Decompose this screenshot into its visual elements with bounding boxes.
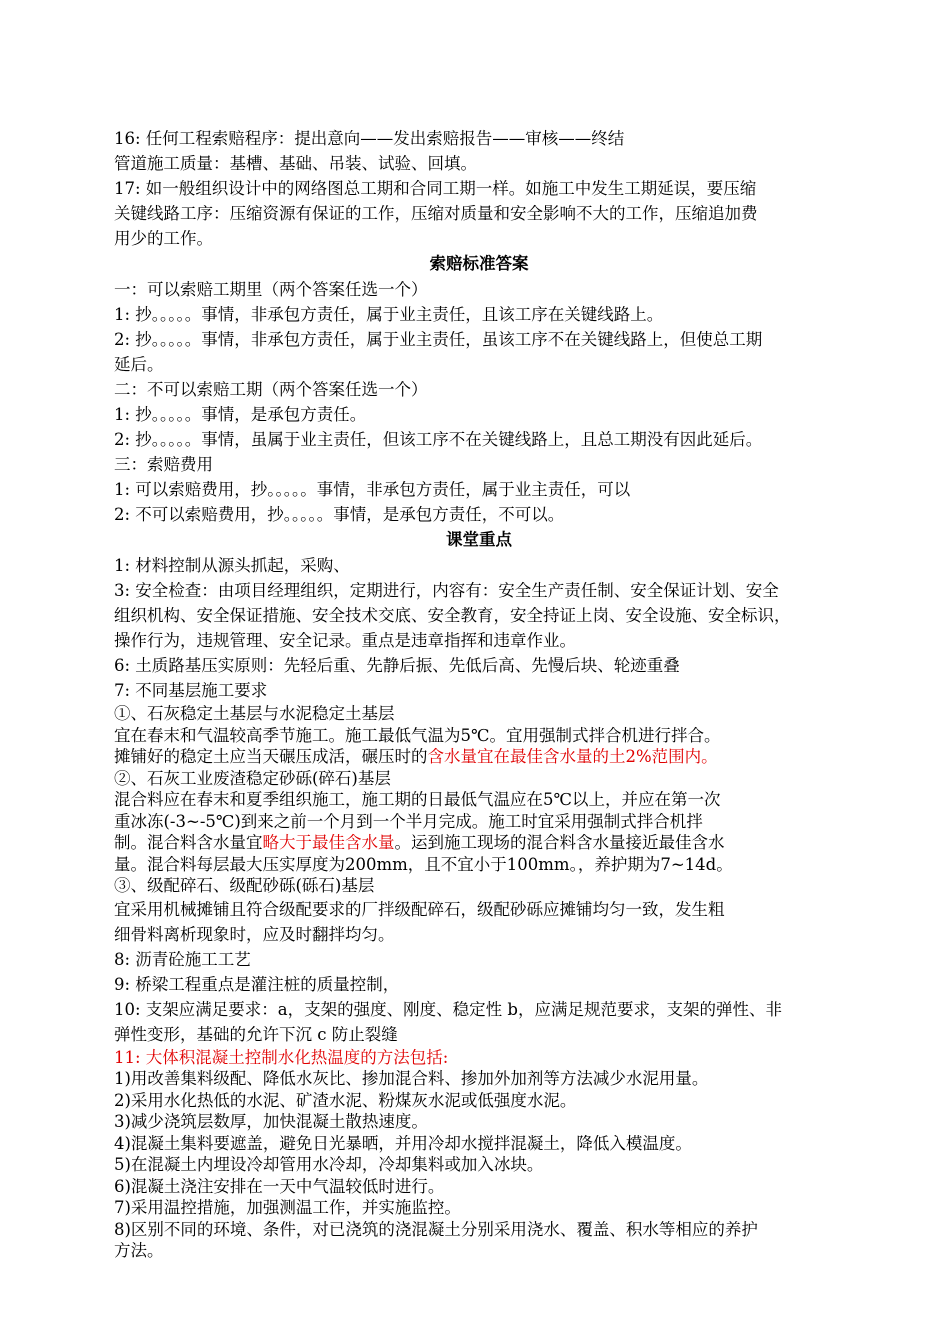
claims-section bbox=[114, 277, 844, 527]
text-line: 1: 材料控制从源头抓起，采购、 bbox=[114, 556, 350, 575]
text-line: 延后。 bbox=[114, 355, 164, 374]
highlighted-text: 含水量宜在最佳含水量的土2%范围内。 bbox=[427, 747, 718, 766]
text-line: 弹性变形，基础的允许下沉 c 防止裂缝 bbox=[114, 1024, 398, 1044]
intro-section bbox=[114, 126, 844, 251]
text-line: 关键线路工序：压缩资源有保证的工作，压缩对质量和安全影响不大的工作，压缩追加费 bbox=[114, 204, 758, 223]
text-line: 10: 支架应满足要求：a，支架的强度、刚度、稳定性 b，应满足规范要求，支架的弹性、非 bbox=[114, 999, 782, 1019]
subsection-11 bbox=[114, 1047, 844, 1262]
text-line: 3)减少浇筑层数厚，加快混凝土散热速度。 bbox=[114, 1112, 428, 1131]
text-line: 5)在混凝土内埋设冷却管用水冷却，冷却集料或加入冰块。 bbox=[114, 1155, 544, 1174]
keypoints-section bbox=[114, 553, 844, 1262]
text-line: 1: 可以索赔费用，抄。。。。。事情，非承包方责任，属于业主责任，可以 bbox=[114, 480, 631, 499]
text-line: 2)采用水化热低的水泥、矿渣水泥、粉煤灰水泥或低强度水泥。 bbox=[114, 1090, 577, 1110]
text-line: 6: 土质路基压实原则：先轻后重、先静后振、先低后高、先慢后块、轮迹重叠 bbox=[114, 656, 680, 675]
text-line: ③、级配碎石、级配砂砾(砾石)基层 bbox=[114, 876, 375, 895]
text-line: 4)混凝土集料要遮盖，避免日光暴晒，并用冷却水搅拌混凝土，降低入模温度。 bbox=[114, 1133, 692, 1153]
text-line: 组织机构、安全保证措施、安全技术交底、安全教育，安全持证上岗、安全设施、安全标识， bbox=[114, 606, 791, 625]
text-line: 1)用改善集料级配、降低水灰比、掺加混合料、掺加外加剂等方法减少水泥用量。 bbox=[114, 1069, 709, 1088]
text-line: 量。混合料每层最大压实厚度为200mm，且不宜小于100mm。，养护期为7~14d。 bbox=[114, 854, 733, 874]
text-line: 细骨料离析现象时，应及时翻拌均匀。 bbox=[114, 924, 395, 944]
text-line: 1: 抄。。。。。事情，是承包方责任。 bbox=[114, 405, 367, 424]
text-span: 制。混合料含水量宜 bbox=[114, 833, 263, 852]
section-heading-claims: 索赔标准答案 bbox=[429, 254, 529, 273]
text-line: 7: 不同基层施工要求 bbox=[114, 681, 268, 700]
text-span: 摊铺好的稳定土应当天碾压成活，碾压时的 bbox=[114, 747, 428, 766]
text-line: 3: 安全检查：由项目经理组织，定期进行，内容有：安全生产责任制、安全保证计划、安全 bbox=[114, 581, 779, 600]
text-line: 9: 桥梁工程重点是灌注桩的质量控制， bbox=[114, 974, 400, 994]
text-line bbox=[114, 746, 844, 768]
text-line: 方法。 bbox=[114, 1241, 164, 1260]
highlighted-text: 略大于最佳含水量 bbox=[262, 833, 395, 852]
text-line: 混合料应在春末和夏季组织施工，施工期的日最低气温应在5℃以上，并应在第一次 bbox=[114, 790, 721, 809]
text-line: 16: 任何工程索赔程序：提出意向——发出索赔报告——审核——终结 bbox=[114, 129, 625, 148]
item-11-title: 11: 大体积混凝土控制水化热温度的方法包括: bbox=[114, 1047, 449, 1067]
section-heading-keypoints: 课堂重点 bbox=[446, 530, 512, 549]
text-line: 17: 如一般组织设计中的网络图总工期和合同工期一样。如施工中发生工期延误，要压缩 bbox=[114, 179, 757, 198]
text-line: 2: 抄。。。。。事情，虽属于业主责任，但该工序不在关键线路上，且总工期没有因此延后。 bbox=[114, 430, 763, 449]
text-line: 重冰冻(-3~-5℃)到来之前一个月到一个半月完成。施工时宜采用强制式拌合机拌 bbox=[114, 811, 703, 831]
text-line: 2: 不可以索赔费用，抄。。。。。事情，是承包方责任，不可以。 bbox=[114, 505, 565, 524]
text-line: 2: 抄。。。。。事情，非承包方责任，属于业主责任，虽该工序不在关键线路上，但使总工期 bbox=[114, 330, 763, 349]
text-line: 管道施工质量：基槽、基础、吊装、试验、回填。 bbox=[114, 154, 477, 173]
text-line: 7)采用温控措施，加强测温工作，并实施监控。 bbox=[114, 1198, 461, 1217]
text-line: 6)混凝土浇注安排在一天中气温较低时进行。 bbox=[114, 1176, 445, 1196]
text-line: ①、石灰稳定土基层与水泥稳定土基层 bbox=[114, 704, 395, 723]
text-line bbox=[114, 832, 844, 854]
text-line: 操作行为，违规管理、安全记录。重点是违章指挥和违章作业。 bbox=[114, 631, 576, 650]
text-line: ②、石灰工业废渣稳定砂砾(碎石)基层 bbox=[114, 768, 391, 788]
text-span: 。运到施工现场的混合料含水量接近最佳含水 bbox=[394, 833, 725, 852]
subsection-7 bbox=[114, 703, 844, 897]
text-line: 三：索赔费用 bbox=[114, 455, 213, 474]
text-line: 二：不可以索赔工期（两个答案任选一个） bbox=[114, 380, 428, 399]
text-line: 1: 抄。。。。。事情，非承包方责任，属于业主责任，且该工序在关键线路上。 bbox=[114, 305, 664, 324]
text-line: 8: 沥青砼施工工艺 bbox=[114, 949, 251, 969]
document-body bbox=[114, 126, 844, 1262]
text-line: 一：可以索赔工期里（两个答案任选一个） bbox=[114, 280, 428, 299]
text-line: 用少的工作。 bbox=[114, 229, 213, 248]
text-line: 宜在春末和气温较高季节施工。施工最低气温为5℃。宜用强制式拌合机进行拌合。 bbox=[114, 725, 721, 745]
text-line: 8)区别不同的环境、条件，对已浇筑的浇混凝土分别采用浇水、覆盖、积水等相应的养护 bbox=[114, 1219, 758, 1239]
text-line: 宜采用机械摊铺且符合级配要求的厂拌级配碎石，级配砂砾应摊铺均匀一致，发生粗 bbox=[114, 899, 725, 919]
